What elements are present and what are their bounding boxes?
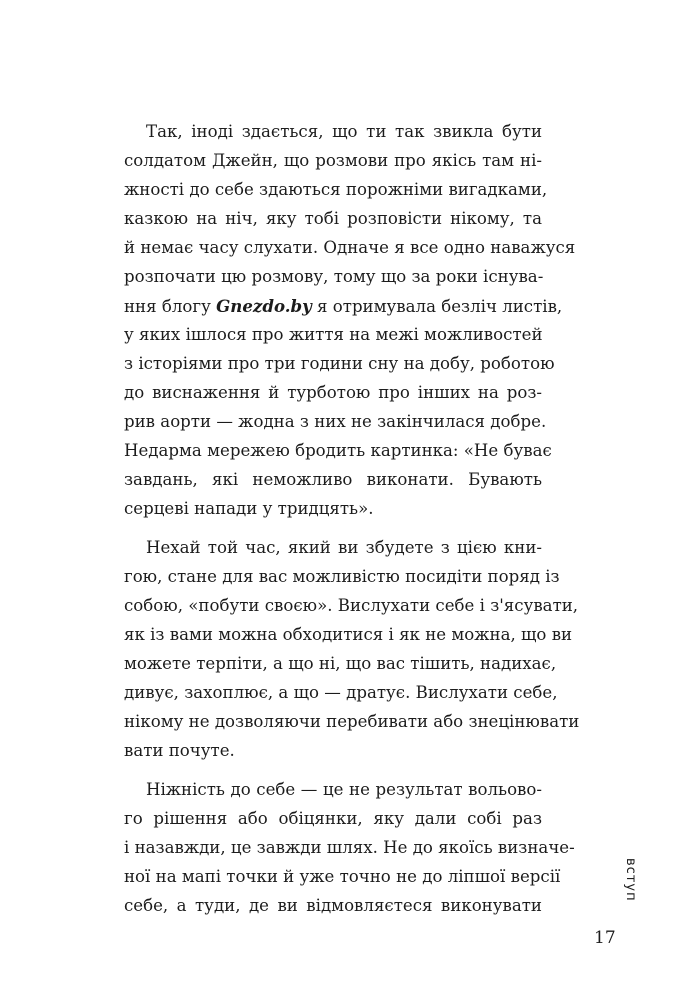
page-number: 17 <box>594 928 616 948</box>
running-head: вступ <box>623 858 638 902</box>
text-line: Ніжність до себе — це не результат вольово- <box>146 780 542 799</box>
text-line: нікому не дозволяючи перебивати або знецінювати <box>124 712 580 731</box>
text-line: ної на мапі точки й уже точно не до ліпшої версії <box>124 867 561 886</box>
text-line: Так, іноді здається, що ти так звикла бути <box>146 122 542 141</box>
text-line: вати почуте. <box>124 741 235 760</box>
brand-name: Gnezdo.by <box>216 296 312 316</box>
text-line: дивує, захоплює, а що — дратує. Вислухати себе, <box>124 683 558 702</box>
text-line: як із вами можна обходитися і як не можна, що ви <box>124 625 573 644</box>
text-line: жності до себе здаються порожніми вигадками, <box>124 180 548 199</box>
text-line: го рішення або обіцянки, яку дали собі раз <box>124 809 542 828</box>
text-line: й немає часу слухати. Одначе я все одно наважуся <box>124 238 576 257</box>
text-line: з історіями про три години сну на добу, роботою <box>124 354 555 373</box>
text-line: солдатом Джейн, що розмови про якісь там ні- <box>124 151 542 170</box>
text-line: рив аорти — жодна з них не закінчилася добре. <box>124 412 547 431</box>
text-line: Нехай той час, який ви збудете з цією кни- <box>146 538 542 557</box>
text-line: собою, «побути своєю». Вислухати себе і з'ясувати, <box>124 596 579 615</box>
text-line: і назавжди, це завжди шлях. Не до якоїсь визначе- <box>124 838 575 857</box>
text-line: Недарма мережею бродить картинка: «Не буває <box>124 441 552 460</box>
text-line: казкою на ніч, яку тобі розповісти нікому, та <box>124 209 542 228</box>
text-line: серцеві напади у тридцять». <box>124 499 374 518</box>
text-line: розпочати цю розмову, тому що за роки існува- <box>124 267 544 286</box>
text-line: до виснаження й турботою про інших на роз- <box>124 383 542 402</box>
text-line: можете терпіти, а що ні, що вас тішить, надихає, <box>124 654 557 673</box>
text-line: себе, а туди, де ви відмовляєтеся виконувати <box>124 896 542 915</box>
text-line: у яких ішлося про життя на межі можливостей <box>124 325 543 344</box>
text-line: завдань, які неможливо виконати. Бувають <box>124 470 542 489</box>
text-line: гою, стане для вас можливістю посидіти поряд із <box>124 567 560 586</box>
text-line-with-italic-brand: ння блогу Gnezdo.by я отримувала безліч листів, <box>124 296 563 316</box>
